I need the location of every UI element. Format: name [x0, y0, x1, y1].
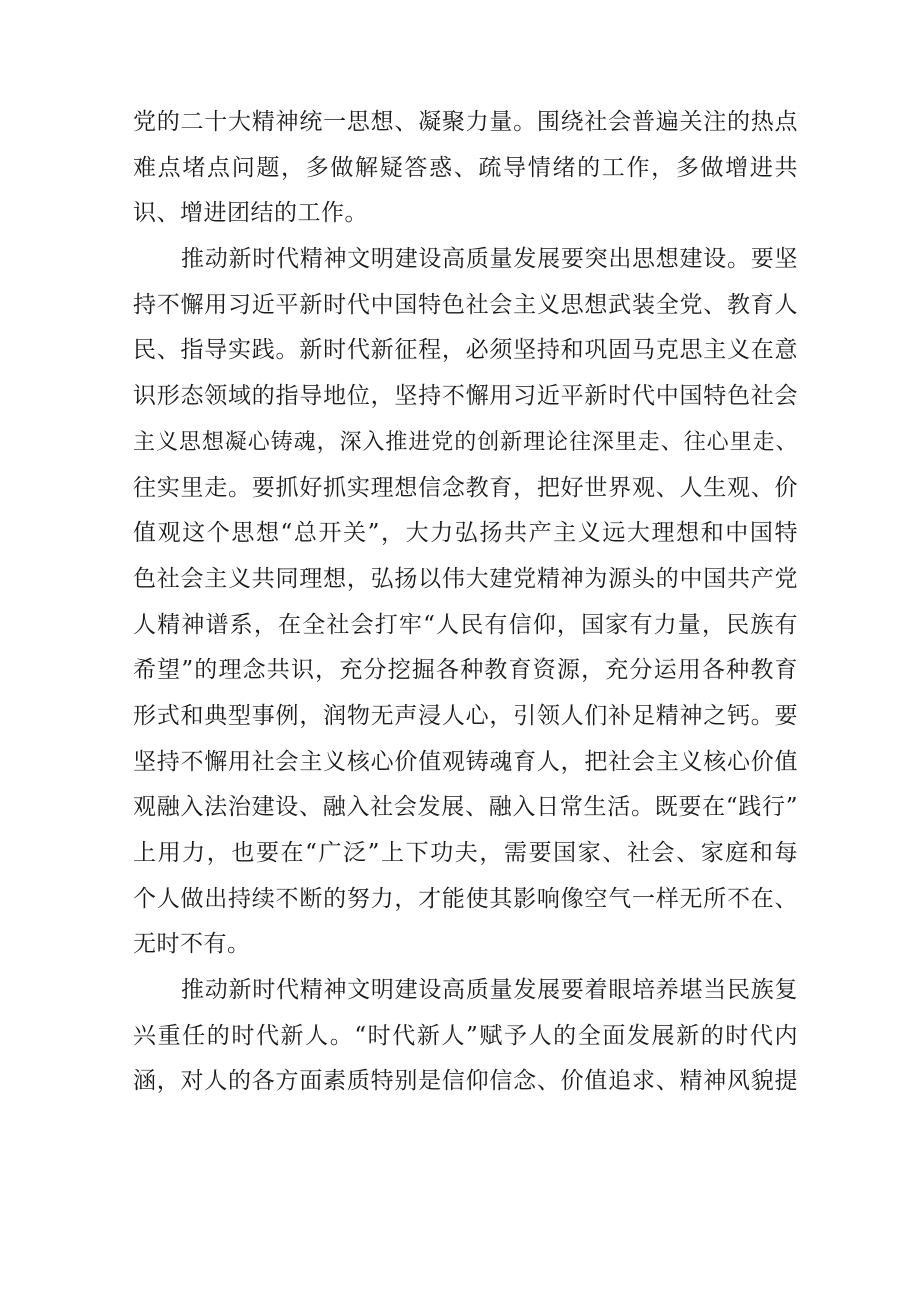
text-line: 难点堵点问题，多做解疑答惑、疏导情绪的工作，多做增进共: [133, 154, 798, 181]
text-line: 民、指导实践。新时代新征程，必须坚持和巩固马克思主义在意: [133, 337, 798, 364]
text-line: 观融入法治建设、融入社会发展、融入日常生活。既要在“践行”: [133, 794, 798, 821]
document-body: [133, 100, 798, 1105]
text-line: 识、增进团结的工作。: [133, 200, 368, 227]
text-line: 值观这个思想“总开关”，大力弘扬共产主义远大理想和中国特: [133, 520, 798, 547]
text-line: 涵，对人的各方面素质特别是信仰信念、价值追求、精神风貌提: [133, 1068, 798, 1095]
text-line: 个人做出持续不断的努力，才能使其影响像空气一样无所不在、: [133, 885, 798, 912]
text-line: 兴重任的时代新人。“时代新人”赋予人的全面发展新的时代内: [133, 1022, 798, 1049]
text-line: 持不懈用习近平新时代中国特色社会主义思想武装全党、教育人: [133, 291, 798, 318]
text-line: 往实里走。要抓好抓实理想信念教育，把好世界观、人生观、价: [133, 474, 798, 501]
text-line: 党的二十大精神统一思想、凝聚力量。围绕社会普遍关注的热点: [133, 109, 798, 135]
text-line: 人精神谱系，在全社会打牢“人民有信仰，国家有力量，民族有: [133, 611, 798, 638]
paragraph-first-line: 推动新时代精神文明建设高质量发展要着眼培养堪当民族复: [181, 977, 798, 1004]
text-line: 识形态领域的指导地位，坚持不懈用习近平新时代中国特色社会: [133, 383, 798, 410]
text-line: 主义思想凝心铸魂，深入推进党的创新理论往深里走、往心里走、: [133, 429, 798, 455]
text-line: 希望”的理念共识，充分挖掘各种教育资源，充分运用各种教育: [133, 657, 798, 684]
text-line: 上用力，也要在“广泛”上下功夫，需要国家、社会、家庭和每: [133, 840, 798, 866]
text-line: 坚持不懈用社会主义核心价值观铸魂育人，把社会主义核心价值: [133, 748, 798, 775]
text-line: 无时不有。: [133, 931, 251, 958]
paragraph-first-line: 推动新时代精神文明建设高质量发展要突出思想建设。要坚: [181, 246, 798, 273]
text-line: 色社会主义共同理想，弘扬以伟大建党精神为源头的中国共产党: [133, 565, 798, 592]
text-line: 形式和典型事例，润物无声浸人心，引领人们补足精神之钙。要: [133, 702, 798, 729]
